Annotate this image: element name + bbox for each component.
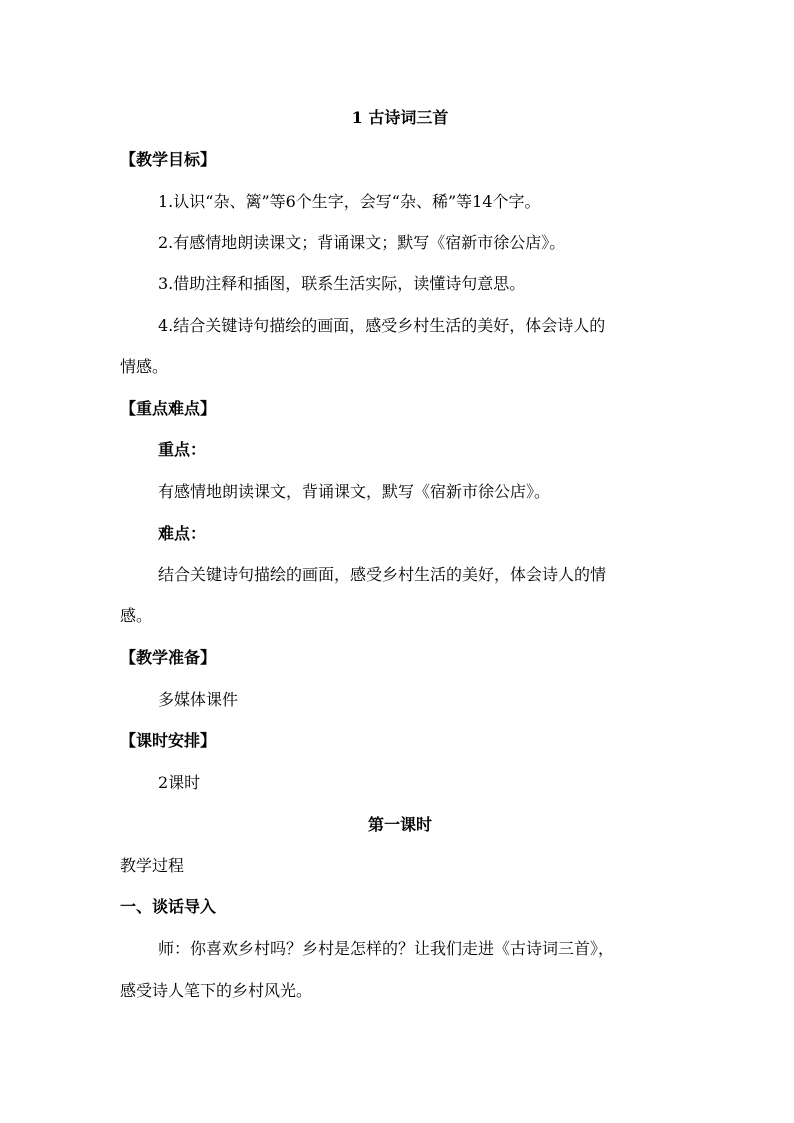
lesson-title: 第一课时 <box>367 815 432 834</box>
objective-item: 2.有感情地朗读课文；背诵课文；默写《宿新市徐公店》。 <box>158 233 566 252</box>
schedule-text: 2课时 <box>158 773 201 792</box>
focus-text: 有感情地朗读课文，背诵课文，默写《宿新市徐公店》。 <box>158 482 551 501</box>
difficulty-text: 结合关键诗句描绘的画面，感受乡村生活的美好，体会诗人的情 <box>158 565 607 584</box>
difficulty-text-continued: 感。 <box>120 606 153 625</box>
difficulty-label: 难点： <box>158 524 207 543</box>
process-label: 教学过程 <box>120 856 185 875</box>
step1-text-continued: 感受诗人笔下的乡村风光。 <box>120 981 313 1000</box>
focus-label: 重点： <box>158 440 207 459</box>
preparation-heading: 【教学准备】 <box>120 648 217 667</box>
objective-item: 3.借助注释和插图，联系生活实际，读懂诗句意思。 <box>158 274 526 293</box>
step1-text: 师：你喜欢乡村吗？乡村是怎样的？让我们走进《古诗词三首》， <box>158 939 615 958</box>
key-points-heading: 【重点难点】 <box>120 399 217 418</box>
document-title: 1 古诗词三首 <box>351 108 449 127</box>
objectives-heading: 【教学目标】 <box>120 150 217 169</box>
schedule-heading: 【课时安排】 <box>120 731 217 750</box>
preparation-text: 多媒体课件 <box>158 690 239 709</box>
objective-item: 1.认识“杂、篱”等6个生字，会写“杂、稀”等14个字。 <box>158 192 541 211</box>
objective-item-continued: 情感。 <box>120 357 169 376</box>
step1-heading: 一、谈话导入 <box>120 897 217 916</box>
objective-item: 4.结合关键诗句描绘的画面，感受乡村生活的美好，体会诗人的 <box>158 316 606 335</box>
